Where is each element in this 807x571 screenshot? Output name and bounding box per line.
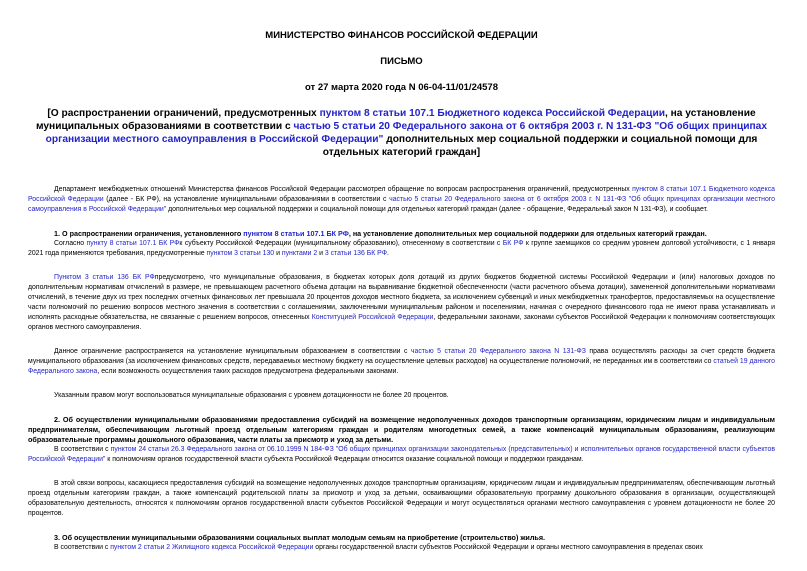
document-type: ПИСЬМО	[380, 56, 423, 67]
title-link-bk-article[interactable]: пунктом 8 статьи 107.1 Бюджетного кодекса Российской Федерации	[319, 108, 665, 119]
paragraph-6	[28, 445, 775, 465]
text: Департамент межбюджетных отношений Министерства финансов Российской Федерации рассмотрел обращение по вопросам распространения ограничений, предусмотренных	[54, 186, 633, 193]
text: к группе заемщиков со средним уровнем долговой устойчивости, с 1 января 2021 года применяются требования, предусмотренные	[28, 240, 775, 257]
paragraph-5: Указанным правом могут воспользоваться муниципальные образования с уровнем дотационности не более 20 процентов.	[54, 392, 449, 399]
text: предусмотрено, что муниципальные образования, в бюджетах которых доля дотаций из других бюджетов бюджетной системы Российской Федерации и (или) налоговых доходов по дополнительным нормативам отчислений в размере, не превышающем расчетного объема дотации на выравнивание бюджетной обеспеченности (части расчетного объема дотации), замененной дополнительными нормативами отчислений, в течение двух из трех последних отчетных финансовых лет превышала 20 процентов доходов местного бюджета, за исключением субвенций и иных межбюджетных трансфертов, предоставляемых на осуществление части полномочий по решению вопросов местного значения в соответствии с соглашениями, заключенными муниципальным районом и поселениями, начиная с очередного финансового года не имеют права устанавливать и исполнять расходные обязательства, не связанные с решением вопросов, отнесенных	[28, 274, 775, 321]
link-federal-law-131-part-5[interactable]: частью 5 статьи 20 Федерального закона N 131-ФЗ	[410, 348, 586, 355]
paragraph-2	[28, 239, 775, 259]
paragraph-4	[28, 347, 775, 377]
text: 1. О распространении ограничения, установленного	[54, 229, 244, 238]
link-constitution[interactable]: Конституцией Российской Федерации	[311, 314, 434, 321]
link-article-136-point-3[interactable]: Пунктом 3 статьи 136 БК РФ	[54, 274, 155, 281]
title-link-federal-law[interactable]: частью 5 статьи 20 Федерального закона от 6 октября 2003 г. N 131-ФЗ "Об общих принципах организации местного самоуправления в Российской Федерации"	[45, 121, 768, 145]
text: дополнительных мер социальной поддержки и социальной помощи для отдельных категорий граждан (далее - обращение, Федеральный закон N 131-ФЗ), и сообщает.	[166, 206, 708, 213]
title-text: [О распространении ограничений, предусмотренных	[47, 108, 320, 119]
text: и	[274, 250, 282, 257]
text: .	[386, 250, 389, 257]
text: , федеральными законами, законами субъектов Российской Федерации к полномочиям соответствующих органов местного самоуправления.	[28, 314, 776, 331]
text: Согласно	[54, 240, 87, 247]
link-bk-article-107[interactable]: пункту 8 статьи 107.1 БК РФ	[86, 240, 180, 247]
link-bk-article-107[interactable]: пунктом 8 статьи 107.1 Бюджетного кодекса Российской Федерации	[28, 186, 775, 203]
link-federal-law-184[interactable]: пунктом 24 статьи 26.3 Федерального закона от 06.10.1999 N 184-ФЗ "Об общих принципах организации законодательных (представительных) и исполнительных органов государственной власти субъектов Российской Федерации"	[28, 446, 776, 463]
document-date-number: от 27 марта 2020 года N 06-04-11/01/24578	[304, 82, 498, 93]
document-title	[30, 107, 773, 159]
paragraph-8	[28, 543, 775, 553]
title-text: дополнительных мер социальной поддержки и социальной помощи для отдельных категорий граждан]	[322, 134, 758, 158]
title-text: , на установление муниципальных образованиями в соответствии с	[35, 108, 756, 132]
text: к субъекту Российской Федерации (муниципальному образованию), отнесенному в соответствии с	[179, 240, 503, 247]
text: Данное ограничение распространяется на установление муниципальным образованием в соответствии с	[54, 348, 411, 355]
link-bk-article-107[interactable]: пунктом 8 статьи 107.1 БК РФ	[243, 229, 349, 238]
link-housing-code[interactable]: пунктом 2 статьи 2 Жилищного кодекса Российской Федерации	[110, 544, 314, 551]
link-bk[interactable]: БК РФ	[502, 240, 524, 247]
text: органы государственной власти субъектов Российской Федерации и органы местного самоуправления в пределах своих	[313, 544, 703, 551]
text: к полномочиям органов государственной власти субъекта Российской Федерации относится оказание социальной помощи и поддержки гражданам.	[105, 456, 584, 463]
link-federal-law-131[interactable]: частью 5 статьи 20 Федерального закона от 6 октября 2003 г. N 131-ФЗ "Об общих принципах организации местного самоуправления в Российской Федерации"	[28, 196, 775, 213]
text: , на установление дополнительных мер социальной поддержки для отдельных категорий граждан.	[348, 229, 707, 238]
text: В соответствии с	[54, 446, 111, 453]
ministry-heading: МИНИСТЕРСТВО ФИНАНСОВ РОССИЙСКОЙ ФЕДЕРАЦИИ	[265, 30, 538, 41]
link-points-2[interactable]: пунктами 2	[281, 250, 318, 257]
text: , если возможность осуществления таких расходов предусмотрена федеральными законами.	[97, 368, 399, 375]
link-article-130[interactable]: пунктом 3 статьи 130	[206, 250, 275, 257]
section-heading-2: 2. Об осуществлении муниципальными образованиями предоставления субсидий на возмещение недополученных доходов транспортным организациям, юридическим лицам и индивидуальным предпринимателям, обеспечивающим льготный проезд отдельным категориям граждан и родителям многодетных семей, а также компенсаций муниципальным образованиям, реализующим образовательные программы дошкольного образования, части платы за присмотр и уход за детьми.	[28, 415, 775, 444]
text: права осуществлять расходы за счет средств бюджета муниципального образования (за исключением финансовых средств, передаваемых местному бюджету на осуществление целевых расходов) на осуществление полномочий, не переданных им в соответствии со	[28, 348, 775, 365]
text: и	[317, 250, 325, 257]
paragraph-7: В этой связи вопросы, касающиеся предоставления субсидий на возмещение недополученных доходов транспортным организациям, юридическим лицам и индивидуальным предпринимателям, обеспечивающим льготный проезд отдельным категориям граждан, а также компенсаций родительской платы за присмотр и уход за детьми, осваивающими образовательную программу дошкольного образования в организации, осуществляющей образовательную деятельность, относятся к полномочиям органов государственной власти субъектов Российской Федерации и могут осуществляться органами местного самоуправления с уровнем дотационности не более 20 процентов.	[28, 480, 775, 517]
link-article-136[interactable]: 3 статьи 136 БК РФ	[324, 250, 387, 257]
link-article-19[interactable]: статьей 19 данного Федерального закона	[28, 358, 775, 375]
section-heading-1	[28, 229, 775, 239]
paragraph-intro	[28, 185, 775, 215]
text: (далее - БК РФ), на установление муниципальными образованиями в соответствии с	[103, 196, 390, 203]
text: В соответствии с	[54, 544, 111, 551]
section-heading-3: 3. Об осуществлении муниципальными образованиями социальных выплат молодым семьям на приобретение (строительство) жилья.	[54, 533, 546, 542]
paragraph-3	[28, 273, 775, 333]
